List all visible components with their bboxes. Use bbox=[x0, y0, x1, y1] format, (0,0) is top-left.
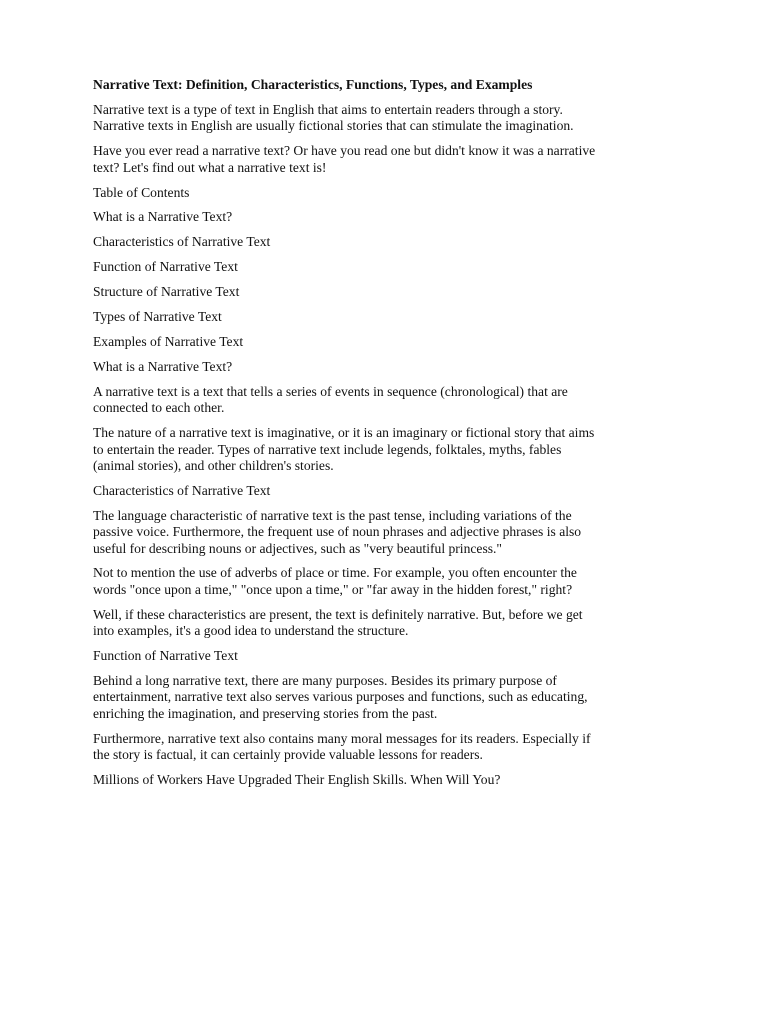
section-heading-characteristics: Characteristics of Narrative Text bbox=[93, 482, 271, 498]
nature-paragraph: The nature of a narrative text is imaginative, or it is an imaginary or fictional story that aims to entertain the reader. Types of narrative text include legends, folktales, myths, fables (animal stories), and other children's stories. bbox=[93, 425, 595, 473]
moral-messages-paragraph: Furthermore, narrative text also contains many moral messages for its readers. Especially if the story is factual, it can certainly provide valuable lessons for readers. bbox=[93, 730, 591, 763]
intro-question-paragraph: Have you ever read a narrative text? Or have you read one but didn't know it was a narrative text? Let's find out what a narrative text is! bbox=[93, 143, 596, 175]
section-heading-function: Function of Narrative Text bbox=[93, 648, 238, 664]
toc-item-types: Types of Narrative Text bbox=[93, 309, 222, 325]
toc-item-examples: Examples of Narrative Text bbox=[93, 333, 244, 349]
closing-line: Millions of Workers Have Upgraded Their English Skills. When Will You? bbox=[93, 772, 501, 787]
characteristics-summary-paragraph: Well, if these characteristics are present, the text is definitely narrative. But, before we get into examples, it's a good idea to understand the structure. bbox=[93, 606, 583, 639]
toc-heading: Table of Contents bbox=[93, 184, 190, 200]
intro-paragraph: Narrative text is a type of text in English that aims to entertain readers through a story. Narrative texts in English are usually fictional stories that can stimulate the imagination. bbox=[93, 101, 574, 134]
toc-item-what-is: What is a Narrative Text? bbox=[93, 209, 233, 225]
purposes-paragraph: Behind a long narrative text, there are many purposes. Besides its primary purpose of entertainment, narrative text also serves various purposes and functions, such as educating, enriching the imagination, and preserving stories from the past. bbox=[93, 672, 588, 721]
toc-item-characteristics: Characteristics of Narrative Text bbox=[93, 234, 271, 250]
language-paragraph: The language characteristic of narrative text is the past tense, including variations of the passive voice. Furthermore, the frequent use of noun phrases and adjective phrases is also useful for describing nouns or adjectives, such as "very beautiful princess." bbox=[93, 507, 582, 556]
toc-item-function: Function of Narrative Text bbox=[93, 259, 238, 275]
section-heading-what-is: What is a Narrative Text? bbox=[93, 358, 233, 374]
adverbs-paragraph: Not to mention the use of adverbs of place or time. For example, you often encounter the words "once upon a time," "once upon a time," or "far away in the hidden forest," right? bbox=[93, 565, 577, 597]
document-title: Narrative Text: Definition, Characteristics, Functions, Types, and Examples bbox=[93, 77, 533, 92]
toc-item-structure: Structure of Narrative Text bbox=[93, 284, 240, 300]
definition-paragraph: A narrative text is a text that tells a series of events in sequence (chronological) that are connected to each other. bbox=[93, 383, 568, 416]
